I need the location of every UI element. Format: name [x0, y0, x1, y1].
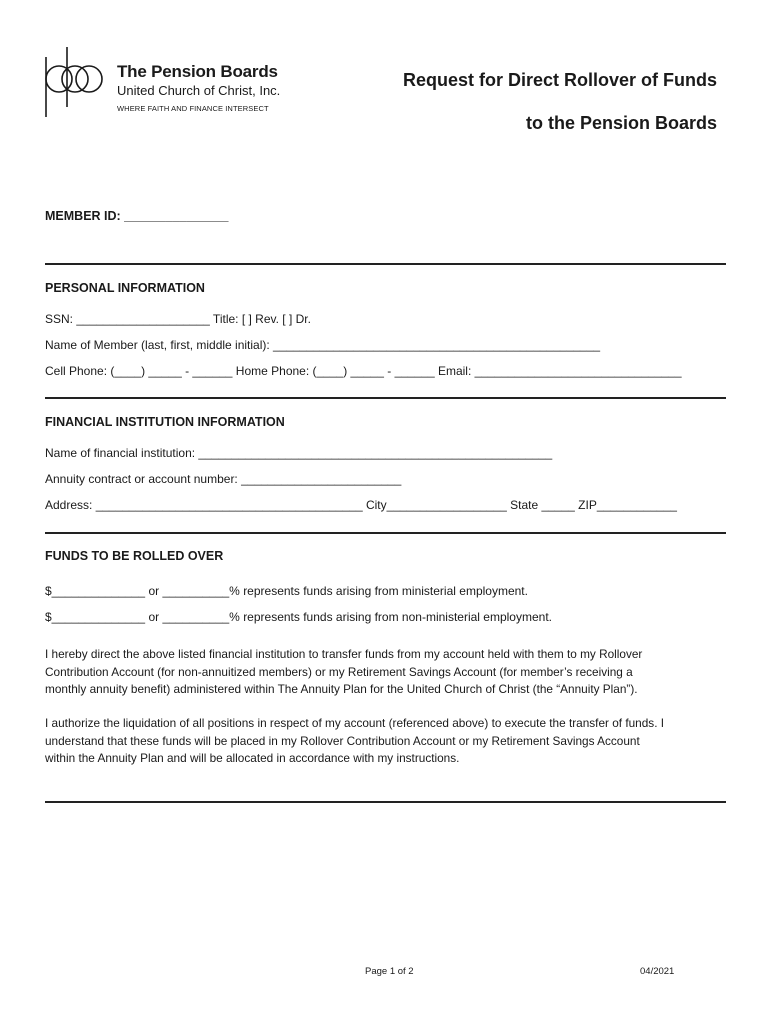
phone-email-field[interactable]: Cell Phone: (____) _____ - ______ Home Phone: (____) _____ - ______ Email: _______________________________: [45, 364, 682, 378]
logo-subtitle: United Church of Christ, Inc.: [117, 83, 281, 98]
paragraph-line: within the Annuity Plan and will be allocated in accordance with my instructions.: [45, 751, 460, 765]
authorization-paragraph: [45, 715, 733, 768]
institution-name-field[interactable]: Name of financial institution: _____________________________________________________: [45, 446, 553, 460]
logo-tagline: WHERE FAITH AND FINANCE INTERSECT: [117, 104, 269, 113]
paragraph-line: I hereby direct the above listed financial institution to transfer funds from my account held with them to my Rollover: [45, 647, 643, 661]
member-id-field[interactable]: MEMBER ID: _______________: [45, 209, 229, 223]
paragraph-line: Contribution Account (for non-annuitized members) or my Retirement Savings Account (for member’s receiving a: [45, 664, 633, 679]
funds-heading: FUNDS TO BE ROLLED OVER: [45, 549, 224, 563]
section-divider: [45, 263, 726, 265]
direction-paragraph: [45, 646, 733, 699]
revision-date: 04/2021: [640, 966, 675, 977]
pbo-monogram-icon: [42, 45, 112, 120]
personal-info-heading: PERSONAL INFORMATION: [45, 281, 205, 295]
logo-name: The Pension Boards: [117, 62, 278, 81]
account-number-field[interactable]: Annuity contract or account number: ________________________: [45, 472, 402, 486]
section-divider: [45, 801, 726, 803]
financial-info-heading: FINANCIAL INSTITUTION INFORMATION: [45, 415, 285, 429]
ssn-title-field[interactable]: SSN: ____________________ Title: [ ] Rev. [ ] Dr.: [45, 312, 311, 326]
pension-boards-logo: [42, 45, 292, 120]
paragraph-line: monthly annuity benefit) administered within The Annuity Plan for the United Church of Christ (the “Annuity Plan”).: [45, 682, 638, 696]
ministerial-funds-field[interactable]: $______________ or __________% represents funds arising from ministerial employment.: [45, 584, 528, 598]
form-title-line-1: Request for Direct Rollover of Funds: [402, 70, 717, 90]
form-title-line-2: to the Pension Boards: [525, 113, 717, 133]
non-ministerial-funds-field[interactable]: $______________ or __________% represents funds arising from non-ministerial employment.: [45, 610, 552, 624]
address-field[interactable]: Address: ________________________________________ City__________________ State _____ ZIP____________: [45, 498, 677, 512]
paragraph-line: I authorize the liquidation of all positions in respect of my account (referenced above) to execute the transfer of funds. I: [45, 716, 665, 730]
section-divider: [45, 397, 726, 399]
member-name-field[interactable]: Name of Member (last, first, middle initial): _________________________________________________: [45, 338, 601, 352]
section-divider: [45, 532, 726, 534]
paragraph-line: understand that these funds will be placed in my Rollover Contribution Account or my Retirement Savings Account: [45, 733, 640, 748]
page-number: Page 1 of 2: [365, 966, 414, 977]
